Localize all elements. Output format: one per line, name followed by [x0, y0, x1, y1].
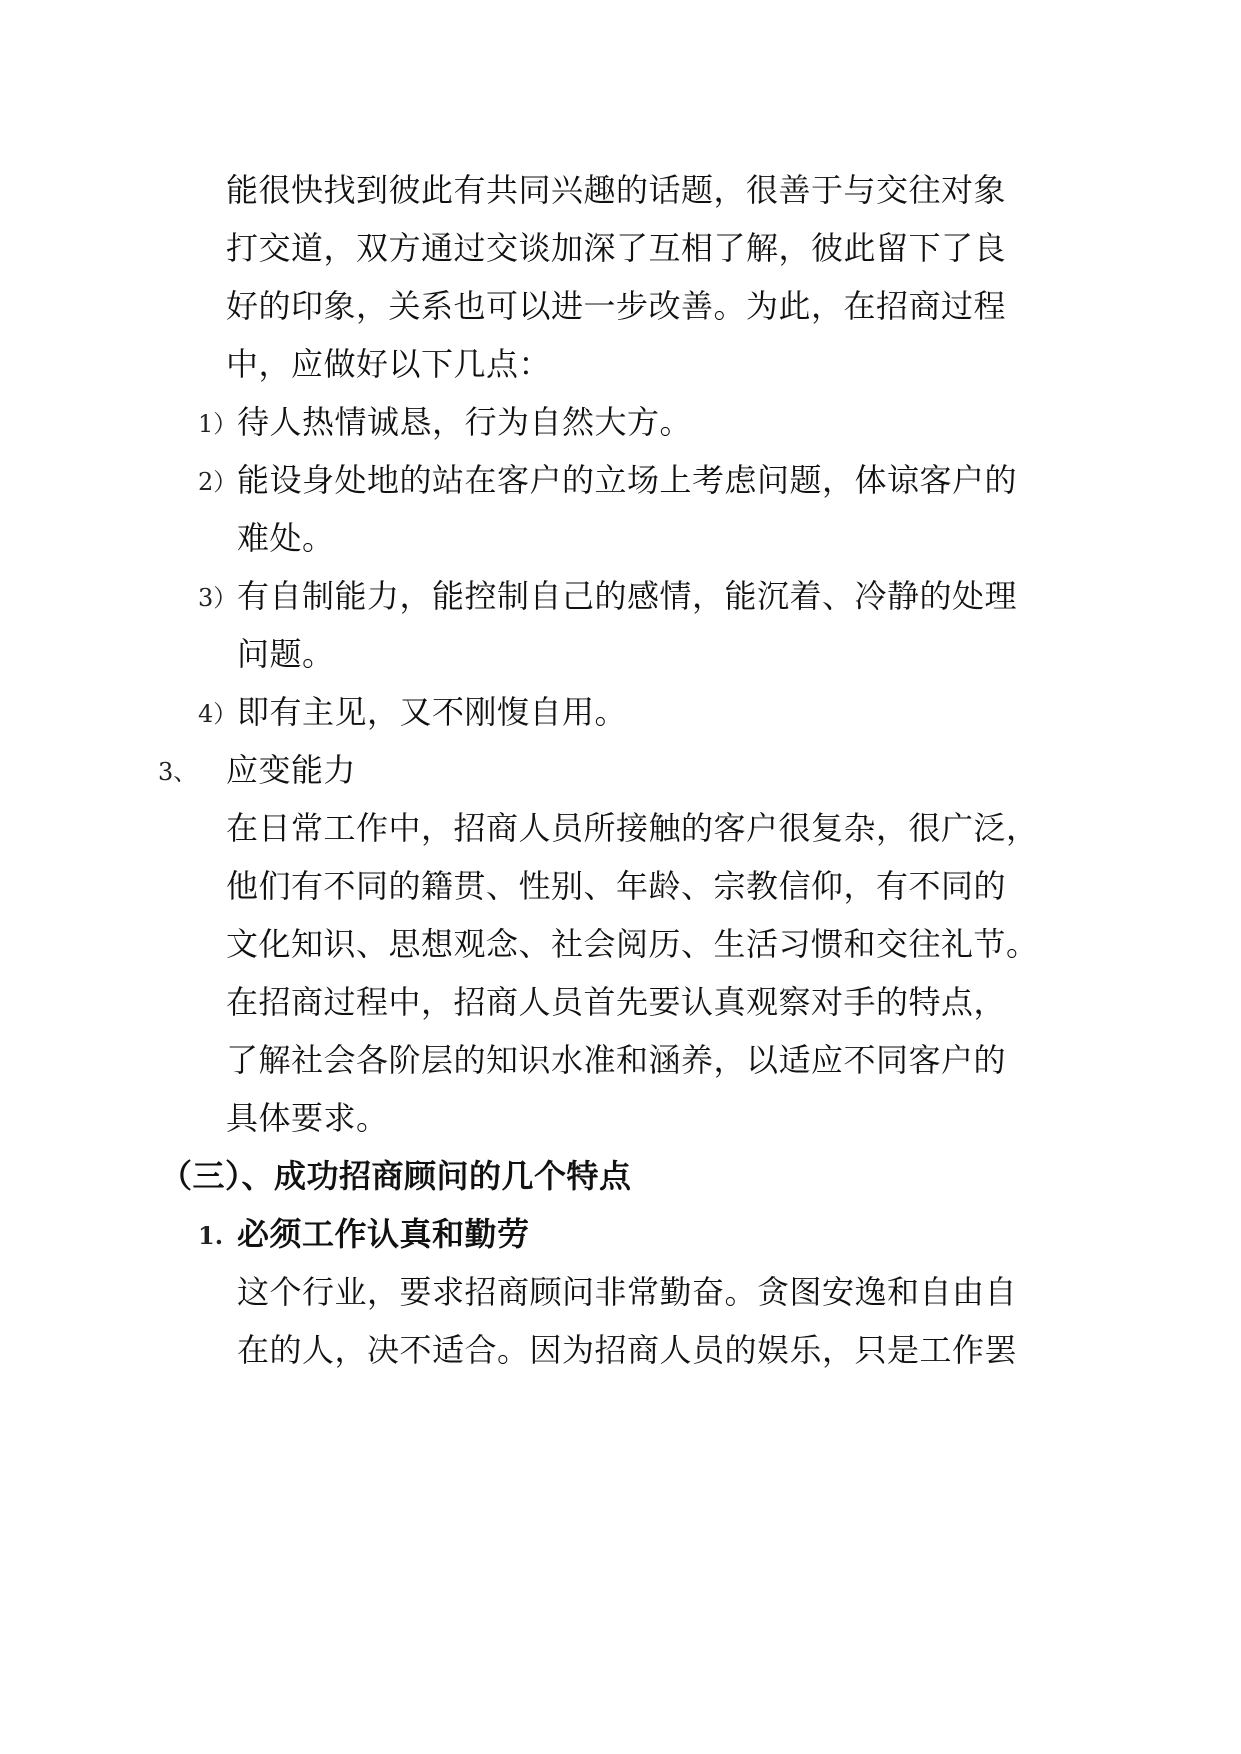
paragraph-line: 打交道，双方通过交谈加深了互相了解，彼此留下了良 [226, 229, 1007, 267]
paragraph-line: 他们有不同的籍贯、性别、年龄、宗教信仰，有不同的 [226, 867, 1007, 905]
subsection-marker: 1. [198, 1221, 224, 1250]
paragraph-line: 能很快找到彼此有共同兴趣的话题，很善于与交往对象 [226, 171, 1007, 209]
paragraph-line: 具体要求。 [226, 1099, 389, 1137]
list-marker: 2） [198, 468, 238, 496]
list-marker: 4） [198, 700, 238, 728]
paragraph-line: 在招商过程中，招商人员首先要认真观察对手的特点， [226, 983, 1007, 1021]
paragraph-line: 文化知识、思想观念、社会阅历、生活习惯和交往礼节。 [226, 925, 1039, 963]
list-item-line: 问题。 [237, 635, 335, 673]
paragraph-line: 了解社会各阶层的知识水准和涵养，以适应不同客户的 [226, 1041, 1007, 1079]
section-heading: （三）、成功招商顾问的几个特点 [160, 1157, 632, 1195]
list-item-line: 难处。 [237, 519, 335, 557]
list-marker: 3） [198, 584, 238, 612]
list-marker: 1） [198, 410, 238, 438]
list-item-line: 有自制能力，能控制自己的感情，能沉着、冷静的处理 [237, 577, 1018, 615]
list-item-line: 能设身处地的站在客户的立场上考虑问题，体谅客户的 [237, 461, 1018, 499]
list-item-line: 即有主见，又不刚愎自用。 [237, 693, 628, 731]
list-item-line: 待人热情诚恳，行为自然大方。 [237, 403, 693, 441]
paragraph-line: 好的印象，关系也可以进一步改善。为此，在招商过程 [226, 287, 1007, 325]
subsection-title: 必须工作认真和勤劳 [237, 1215, 530, 1253]
paragraph-line: 在日常工作中，招商人员所接触的客户很复杂，很广泛， [226, 809, 1039, 847]
section-title: 应变能力 [226, 751, 357, 789]
paragraph-line: 在的人，决不适合。因为招商人员的娱乐，只是工作罢 [237, 1331, 1018, 1369]
section-marker: 3、 [158, 758, 198, 786]
paragraph-line: 这个行业，要求招商顾问非常勤奋。贪图安逸和自由自 [237, 1273, 1018, 1311]
paragraph-line: 中，应做好以下几点： [226, 345, 552, 383]
